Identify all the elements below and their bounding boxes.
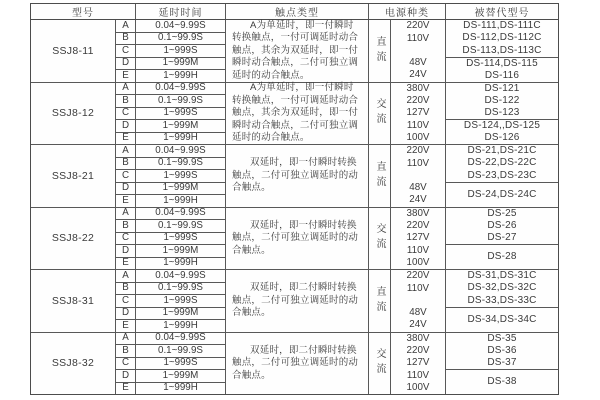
model-cell: SSJ8-32: [31, 333, 116, 395]
row-letter-cell: A: [116, 208, 135, 221]
replaced-model-lower-cell: [446, 120, 558, 144]
delay-time-cell: 1~999S: [136, 45, 225, 58]
replaced-model-entry: DS-31,DS-31C: [467, 270, 537, 282]
voltage-column: [391, 270, 446, 332]
power-kind-cell: [369, 270, 391, 332]
delay-time-cell: 0.04~9.99S: [136, 83, 225, 96]
header-cell-contact-type: 触点类型: [226, 4, 369, 19]
voltage-cell: 220V: [406, 270, 430, 282]
replaced-model-upper-cell: [446, 83, 558, 121]
delay-time-cell: 0.1~99.9S: [136, 33, 225, 46]
row-letter-cell: D: [116, 183, 135, 196]
delay-time-column: [136, 333, 226, 395]
header-cell-replaced-model: 被替代型号: [474, 8, 530, 19]
voltage-cell: 220V: [406, 345, 430, 357]
contact-type-cell: [226, 270, 369, 332]
voltage-cell: 110V: [406, 32, 430, 44]
delay-time-cell: 0.1~99.9S: [136, 283, 225, 296]
spec-block: [31, 20, 558, 83]
power-kind-cell: [369, 20, 391, 82]
row-letter-cell: D: [116, 308, 135, 321]
replaced-model-entry: DS-116: [484, 69, 520, 81]
row-letter-cell: B: [116, 33, 135, 46]
delay-time-cell: 1~999H: [163, 132, 198, 144]
replaced-model-lower-cell: [446, 370, 558, 394]
delay-time-cell: 1~999M: [136, 245, 225, 258]
voltage-cell: 100V: [406, 256, 430, 268]
replaced-model-lower-cell: [446, 308, 558, 332]
voltage-cell: 127V: [406, 232, 430, 244]
relay-spec-table: [30, 3, 559, 395]
voltage-cell: 110V: [406, 157, 430, 169]
power-kind-text: 直流: [374, 285, 385, 316]
model-cell: SSJ8-12: [31, 83, 116, 145]
replaced-model-entry: DS-124,,DS-125: [463, 120, 541, 132]
delay-time-cell: 0.1~99.9S: [136, 220, 225, 233]
delay-time-cell: 1~999S: [136, 358, 225, 371]
model-cell: SSJ8-11: [31, 20, 116, 82]
row-letter-cell: E: [122, 69, 129, 81]
replaced-model-entry: DS-112,DS-112C: [462, 32, 542, 44]
contact-type-cell: [226, 208, 369, 270]
spec-block: [31, 83, 558, 146]
row-letter-cell: D: [116, 245, 135, 258]
model-cell: SSJ8-31: [31, 270, 116, 332]
voltage-cell: 110V: [406, 369, 430, 381]
replaced-model-column: [446, 83, 558, 145]
spec-block: [31, 208, 558, 271]
row-letter-cell: C: [116, 295, 135, 308]
delay-time-cell: 1~999M: [136, 308, 225, 321]
replaced-model-upper-cell: [446, 270, 558, 308]
header-cell-power-type: 电源种类: [369, 4, 446, 19]
voltage-cell: 48V: [409, 182, 427, 194]
row-letter-cell: E: [122, 319, 129, 331]
replaced-model-lower-cell: [446, 245, 558, 269]
letter-column: [116, 83, 136, 145]
replaced-model-entry: DS-38: [487, 376, 517, 388]
power-kind-text: 直流: [374, 35, 385, 66]
replaced-model-entry: DS-114,DS-115: [466, 57, 538, 69]
letter-column: [116, 270, 136, 332]
replaced-model-entry: DS-113,DS-113C: [462, 44, 542, 56]
replaced-model-entry: DS-121: [484, 82, 520, 94]
row-letter-cell: D: [116, 58, 135, 71]
voltage-cell: 110V: [406, 282, 430, 294]
voltage-cell: 380V: [406, 207, 430, 219]
delay-time-cell: 1~999M: [136, 370, 225, 383]
contact-type-text: A为单延时，即一付瞬时转换触点，一付可调延时动合触点，其余为双延时，即一付瞬时动合触点，二付可独立调延时的动合触点。: [232, 82, 359, 143]
replaced-model-entry: DS-32,DS-32C: [467, 282, 537, 294]
header-cell-model: 型号: [31, 4, 136, 19]
voltage-cell: 127V: [406, 357, 430, 369]
contact-type-text: 双延时，即二付瞬时转换触点，二付可独立调延时的动合触点。: [232, 282, 359, 318]
voltage-cell: 127V: [406, 107, 430, 119]
contact-type-cell: [226, 145, 369, 207]
power-kind-text: 交流: [374, 223, 385, 254]
replaced-model-entry: DS-24,DS-24C: [467, 188, 537, 200]
row-letter-cell: B: [116, 158, 135, 171]
power-kind-cell: [369, 208, 391, 270]
replaced-model-entry: DS-37: [487, 357, 517, 369]
power-kind-text: 直流: [374, 160, 385, 191]
replaced-model-entry: DS-111,DS-111C: [463, 20, 541, 32]
replaced-model-entry: DS-23,DS-23C: [467, 169, 537, 181]
voltage-cell: [391, 295, 445, 307]
contact-type-text: 双延时，即二付瞬时转换触点，二付可独立调延时的动合触点。: [232, 344, 359, 381]
replaced-model-column: [446, 270, 558, 332]
contact-type-cell: [226, 83, 369, 145]
replaced-model-entry: DS-28: [487, 251, 517, 263]
voltage-cell: 220V: [406, 145, 430, 157]
voltage-column: [391, 208, 446, 270]
voltage-cell: 48V: [409, 307, 427, 319]
replaced-model-entry: DS-123: [484, 107, 520, 119]
power-kind-text: 交流: [374, 348, 385, 379]
model-cell: SSJ8-22: [31, 208, 116, 270]
replaced-model-entry: DS-33,DS-33C: [467, 294, 537, 306]
voltage-cell: 220V: [406, 20, 430, 32]
voltage-cell: 380V: [406, 82, 430, 94]
contact-type-text: 双延时，即一付瞬时转换触点，二付可独立调延时的动合触点。: [232, 219, 359, 256]
voltage-column: [391, 145, 446, 207]
row-letter-cell: C: [116, 170, 135, 183]
row-letter-cell: E: [122, 257, 129, 269]
delay-time-cell: 1~999M: [136, 120, 225, 133]
delay-time-cell: 1~999M: [136, 183, 225, 196]
contact-type-text: A为单延时，即一付瞬时转换触点，一付可调延时动合触点，其余为双延时，即一付瞬时动合触点，二付可独立调延时的动合触点。: [232, 19, 359, 81]
row-letter-cell: C: [116, 108, 135, 121]
header-cell-delay-time: 延时时间: [136, 4, 226, 19]
delay-time-cell: 0.1~99.9S: [136, 95, 225, 108]
replaced-model-lower-cell: [446, 183, 558, 207]
row-letter-cell: A: [116, 83, 135, 96]
voltage-cell: 24V: [409, 194, 427, 206]
power-kind-text: 交流: [374, 98, 385, 129]
voltage-cell: 100V: [406, 381, 430, 393]
row-letter-cell: D: [116, 120, 135, 133]
delay-time-cell: 1~999S: [136, 233, 225, 246]
replaced-model-entry: DS-35: [487, 332, 517, 344]
voltage-cell: [391, 170, 445, 182]
delay-time-cell: 0.04~9.99S: [136, 208, 225, 221]
delay-time-cell: 0.04~9.99S: [136, 20, 225, 33]
row-letter-cell: A: [116, 333, 135, 346]
replaced-model-entry: DS-26: [487, 219, 517, 231]
model-cell: SSJ8-21: [31, 145, 116, 207]
voltage-cell: 110V: [406, 119, 430, 131]
letter-column: [116, 20, 136, 82]
delay-time-cell: 0.04~9.99S: [136, 270, 225, 283]
replaced-model-upper-cell: [446, 20, 558, 58]
delay-time-cell: 1~999H: [163, 382, 198, 394]
row-letter-cell: C: [116, 45, 135, 58]
voltage-column: [391, 333, 446, 395]
delay-time-cell: 1~999S: [136, 295, 225, 308]
delay-time-column: [136, 208, 226, 270]
letter-column: [116, 333, 136, 395]
spec-block: [31, 270, 558, 333]
delay-time-cell: 1~999H: [163, 194, 198, 206]
voltage-cell: 24V: [409, 319, 427, 331]
replaced-model-column: [446, 20, 558, 82]
replaced-model-entry: DS-126: [484, 132, 520, 144]
row-letter-cell: A: [116, 270, 135, 283]
replaced-model-column: [446, 208, 558, 270]
delay-time-cell: 1~999H: [163, 319, 198, 331]
voltage-cell: 110V: [406, 244, 430, 256]
delay-time-cell: 0.1~99.9S: [136, 158, 225, 171]
replaced-model-column: [446, 145, 558, 207]
table-body: [31, 20, 558, 394]
row-letter-cell: B: [116, 95, 135, 108]
replaced-model-entry: DS-22,DS-22C: [467, 157, 537, 169]
spec-block: [31, 333, 558, 395]
row-letter-cell: E: [122, 132, 129, 144]
voltage-cell: 24V: [409, 69, 427, 81]
row-letter-cell: B: [116, 220, 135, 233]
table-header-row: [31, 4, 558, 20]
delay-time-cell: 0.04~9.99S: [136, 145, 225, 158]
row-letter-cell: E: [122, 382, 129, 394]
voltage-cell: 220V: [406, 95, 430, 107]
replaced-model-entry: DS-25: [487, 207, 517, 219]
replaced-model-upper-cell: [446, 208, 558, 246]
row-letter-cell: B: [116, 345, 135, 358]
row-letter-cell: A: [116, 20, 135, 33]
replaced-model-entry: DS-36: [487, 344, 517, 356]
replaced-model-entry: DS-27: [487, 232, 517, 244]
replaced-model-lower-cell: [446, 58, 558, 82]
replaced-model-entry: DS-21,DS-21C: [467, 145, 537, 157]
voltage-cell: 380V: [406, 332, 430, 344]
row-letter-cell: B: [116, 283, 135, 296]
row-letter-cell: C: [116, 358, 135, 371]
row-letter-cell: A: [116, 145, 135, 158]
delay-time-column: [136, 20, 226, 82]
row-letter-cell: C: [116, 233, 135, 246]
letter-column: [116, 208, 136, 270]
voltage-cell: 48V: [409, 57, 427, 69]
power-kind-cell: [369, 83, 391, 145]
contact-type-cell: [226, 20, 369, 82]
delay-time-cell: 1~999M: [136, 58, 225, 71]
voltage-column: [391, 20, 446, 82]
delay-time-cell: 1~999H: [163, 69, 198, 81]
power-kind-cell: [369, 333, 391, 395]
row-letter-cell: D: [116, 370, 135, 383]
delay-time-cell: 0.04~9.99S: [136, 333, 225, 346]
voltage-cell: [391, 45, 445, 57]
contact-type-cell: [226, 333, 369, 395]
delay-time-column: [136, 145, 226, 207]
delay-time-cell: 1~999H: [163, 257, 198, 269]
replaced-model-entry: DS-34,DS-34C: [467, 313, 537, 325]
replaced-model-upper-cell: [446, 333, 558, 371]
replaced-model-upper-cell: [446, 145, 558, 183]
replaced-model-entry: DS-122: [484, 94, 520, 106]
row-letter-cell: E: [122, 194, 129, 206]
letter-column: [116, 145, 136, 207]
spec-block: [31, 145, 558, 208]
delay-time-cell: 1~999S: [136, 108, 225, 121]
delay-time-column: [136, 83, 226, 145]
delay-time-column: [136, 270, 226, 332]
voltage-column: [391, 83, 446, 145]
replaced-model-column: [446, 333, 558, 395]
power-kind-cell: [369, 145, 391, 207]
contact-type-text: 双延时，即一付瞬时转换触点，二付可独立调延时的动合触点。: [232, 157, 359, 193]
voltage-cell: 100V: [406, 131, 430, 143]
voltage-cell: 220V: [406, 220, 430, 232]
delay-time-cell: 1~999S: [136, 170, 225, 183]
delay-time-cell: 0.1~99.9S: [136, 345, 225, 358]
